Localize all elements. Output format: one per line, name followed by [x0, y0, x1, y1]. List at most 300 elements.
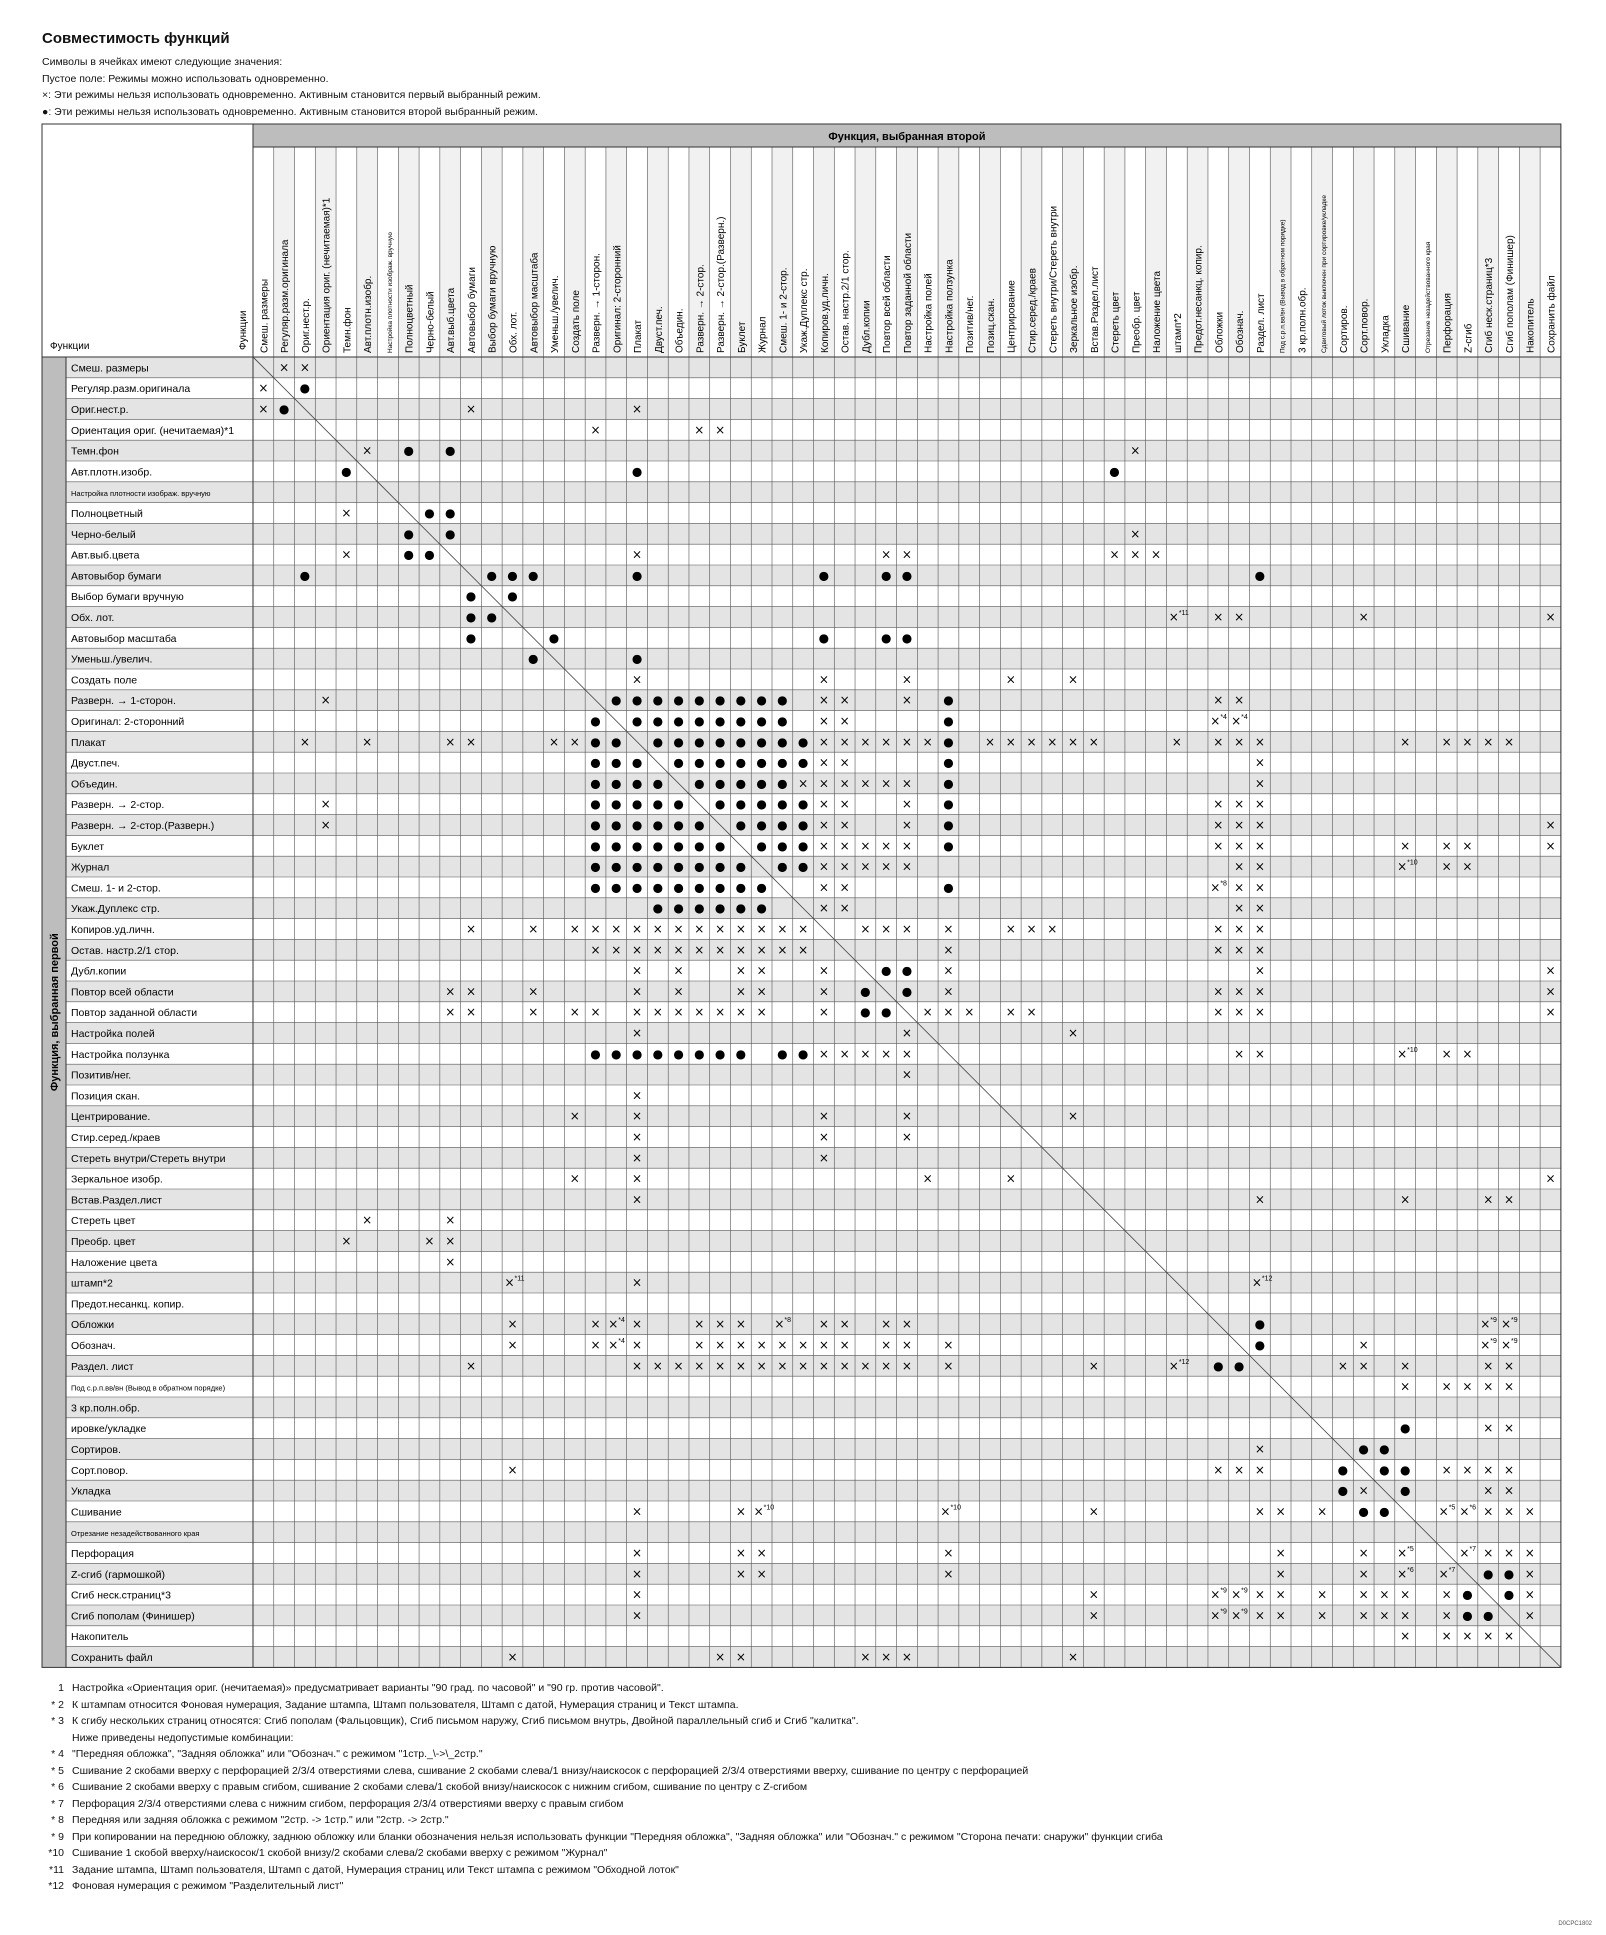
cross-mark: ×: [818, 797, 829, 812]
cross-mark: ×: [756, 1358, 767, 1373]
footnote-mark: * 9: [51, 1830, 64, 1843]
cross-mark: ×: [1005, 922, 1016, 936]
footnote-ref: *9: [1510, 1338, 1518, 1345]
cross-mark: ×: [1234, 610, 1245, 624]
cross-mark: ×: [1234, 693, 1245, 708]
cross-mark: ×: [901, 547, 912, 562]
row-header: Позитив/нег.: [71, 1069, 132, 1082]
cross-mark: ×: [1254, 734, 1265, 749]
dot-mark: ●: [1337, 1462, 1349, 1477]
cross-mark: ×: [901, 818, 912, 832]
cross-mark: ×: [860, 776, 871, 791]
cross-mark: ×: [839, 901, 850, 916]
row-header: Регуляр.разм.оригинала: [71, 383, 191, 396]
cross-mark: ×: [608, 1338, 619, 1352]
dot-mark: ●: [673, 693, 684, 708]
cross-mark: ×: [901, 1046, 912, 1061]
dot-mark: ●: [590, 797, 601, 812]
cross-mark: ×: [715, 922, 726, 936]
cross-mark: ×: [1358, 610, 1369, 624]
page-title: Совместимость функций: [42, 30, 230, 47]
column-header: Зеркальное изобр.: [1069, 265, 1081, 353]
dot-mark: ●: [777, 859, 788, 874]
cross-mark: ×: [881, 1650, 892, 1664]
dot-mark: ●: [943, 797, 954, 812]
dot-mark: ●: [590, 880, 601, 895]
cross-mark: ×: [1254, 1192, 1265, 1207]
dot-mark: ●: [1379, 1504, 1390, 1519]
cross-mark: ×: [1400, 1358, 1411, 1373]
cross-mark: ×: [341, 506, 352, 520]
cross-mark: ×: [1151, 547, 1162, 562]
cross-mark: ×: [1503, 1629, 1515, 1644]
dot-mark: ●: [756, 901, 767, 916]
dot-mark: ●: [1462, 1587, 1473, 1602]
cross-mark: ×: [320, 797, 331, 812]
column-header: Центрирование: [1006, 280, 1018, 353]
column-header: Дубл.копии: [861, 300, 873, 353]
row-header: Повтор заданной области: [71, 1007, 198, 1020]
dot-mark: ●: [714, 880, 726, 895]
cross-mark: ×: [1275, 1504, 1286, 1519]
cross-mark: ×: [756, 1546, 767, 1560]
cross-mark: ×: [1397, 1046, 1408, 1061]
cross-mark: ×: [507, 1338, 518, 1352]
column-header: Ориг.нест.р.: [300, 298, 312, 353]
dot-mark: ●: [756, 838, 767, 853]
dot-mark: ●: [777, 776, 788, 791]
cross-mark: ×: [1254, 1587, 1265, 1602]
row-header: Объедин.: [71, 778, 118, 791]
column-header: Сшивание: [1401, 304, 1413, 353]
column-header: Оригинал: 2-сторонний: [612, 245, 624, 353]
cross-mark: ×: [860, 838, 871, 853]
cross-mark: ×: [777, 942, 788, 957]
cross-mark: ×: [632, 1546, 643, 1560]
cross-mark: ×: [1213, 984, 1224, 999]
cross-mark: ×: [901, 1109, 912, 1124]
footnote-ref: *4: [1241, 714, 1248, 721]
cross-mark: ×: [1088, 1358, 1099, 1373]
cross-mark: ×: [839, 1046, 850, 1061]
dot-mark: ●: [1503, 1587, 1515, 1602]
cross-mark: ×: [1500, 1317, 1512, 1332]
cross-mark: ×: [632, 1192, 643, 1207]
cross-mark: ×: [818, 818, 829, 832]
cross-mark: ×: [1441, 1462, 1452, 1477]
row-header: Создать поле: [71, 674, 138, 687]
footnote-ref: *4: [618, 1338, 625, 1345]
cross-mark: ×: [860, 1358, 871, 1373]
column-header: Сорт.повор.: [1359, 298, 1371, 353]
cross-mark: ×: [1462, 859, 1473, 874]
column-header: Сдвиговый лоток выключен при сортировке/укладке: [1321, 195, 1329, 353]
cross-mark: ×: [1483, 1504, 1494, 1519]
cross-mark: ×: [1005, 734, 1016, 749]
cross-mark: ×: [1234, 922, 1245, 936]
dot-mark: ●: [714, 714, 726, 728]
cross-mark: ×: [1400, 838, 1411, 853]
cross-mark: ×: [1275, 1608, 1286, 1623]
dot-mark: ●: [465, 630, 477, 645]
column-header: Стереть внутри/Стереть внутри: [1048, 205, 1060, 353]
dot-mark: ●: [548, 630, 560, 645]
row-header: штамп*2: [71, 1277, 113, 1290]
cross-mark: ×: [1337, 1358, 1348, 1373]
cross-mark: ×: [901, 1317, 912, 1332]
cross-mark: ×: [1088, 1587, 1099, 1602]
cross-mark: ×: [1254, 755, 1265, 770]
cross-mark: ×: [1438, 1504, 1449, 1519]
cross-mark: ×: [632, 942, 643, 957]
document-id: D0CPC1802: [1558, 1921, 1592, 1927]
cross-mark: ×: [1254, 797, 1265, 812]
dot-mark: ●: [777, 755, 788, 770]
cross-mark: ×: [1462, 1629, 1473, 1644]
legend-intro: Символы в ячейках имеют следующие значения:: [42, 56, 283, 68]
cross-mark: ×: [881, 776, 892, 791]
dot-mark: ●: [943, 818, 954, 832]
cross-mark: ×: [1234, 818, 1245, 832]
dot-mark: ●: [673, 880, 684, 895]
cross-mark: ×: [632, 1130, 643, 1144]
cross-mark: ×: [1400, 1192, 1411, 1207]
cross-mark: ×: [1524, 1504, 1535, 1519]
cross-mark: ×: [362, 734, 373, 749]
dot-mark: ●: [673, 818, 684, 832]
dot-mark: ●: [714, 1046, 726, 1061]
column-header: Ориентация ориг. (нечитаемая)*1: [321, 197, 333, 353]
footnote-text: Настройка «Ориентация ориг. (нечитаемая)» предусматривает варианты "90 град. по часовой" и "90 гр. против часовой".: [72, 1682, 664, 1694]
cross-mark: ×: [1503, 1421, 1515, 1436]
column-header: Укладка: [1380, 315, 1392, 353]
column-header: Позиц.скан.: [985, 298, 997, 353]
cross-mark: ×: [1047, 734, 1058, 749]
cross-mark: ×: [611, 942, 622, 957]
row-header: Ориентация ориг. (нечитаемая)*1: [71, 424, 235, 437]
dot-mark: ●: [1482, 1566, 1494, 1581]
dot-mark: ●: [590, 838, 601, 853]
cross-mark: ×: [1254, 838, 1265, 853]
dot-mark: ●: [403, 526, 414, 541]
footnote-text: Перфорация 2/3/4 отверстиями слева с нижним сгибом, перфорация 2/3/4 отверстиями вверху с правым сгибом: [72, 1797, 624, 1810]
cross-mark: ×: [1397, 859, 1408, 874]
dot-mark: ●: [1462, 1608, 1473, 1623]
cross-mark: ×: [1483, 1462, 1494, 1477]
dot-mark: ●: [1233, 1358, 1245, 1373]
dot-mark: ●: [694, 755, 705, 770]
cross-mark: ×: [1234, 880, 1245, 895]
dot-mark: ●: [486, 568, 497, 583]
footnote: [40, 1713, 1163, 1730]
cross-mark: ×: [1234, 942, 1245, 957]
cross-mark: ×: [1254, 942, 1265, 957]
cross-mark: ×: [1400, 1587, 1411, 1602]
dot-mark: ●: [1109, 464, 1120, 479]
cross-mark: ×: [818, 672, 829, 687]
cross-mark: ×: [1503, 1546, 1515, 1560]
cross-mark: ×: [839, 776, 850, 791]
cross-mark: ×: [1441, 838, 1452, 853]
cross-mark: ×: [1400, 1379, 1411, 1394]
cross-mark: ×: [632, 1317, 643, 1332]
cross-mark: ×: [528, 1005, 539, 1020]
cross-mark: ×: [1500, 1338, 1512, 1352]
column-header: Обх. лот.: [508, 311, 520, 353]
dot-mark: ●: [901, 630, 913, 645]
cross-mark: ×: [818, 963, 829, 978]
row-header: Перфорация: [71, 1548, 134, 1560]
footnote: [40, 1845, 1163, 1862]
cross-mark: ×: [839, 755, 850, 770]
cross-mark: ×: [756, 922, 767, 936]
dot-mark: ●: [777, 838, 788, 853]
cross-mark: ×: [860, 859, 871, 874]
cross-mark: ×: [881, 547, 892, 562]
row-header: Настройка ползунка: [71, 1048, 170, 1061]
dot-mark: ●: [797, 818, 809, 832]
row-header: Сорт.повор.: [71, 1464, 129, 1477]
cross-mark: ×: [735, 922, 746, 936]
column-header: Под с.р.п.вв/вн (Вывод в обратном порядке): [1279, 219, 1287, 353]
cross-mark: ×: [569, 734, 580, 749]
dot-mark: ●: [1213, 1358, 1224, 1373]
legend-empty: Пустое поле: Режимы можно использовать одновременно.: [42, 72, 329, 85]
cross-mark: ×: [608, 1317, 619, 1332]
footnote: [40, 1746, 1163, 1763]
dot-mark: ●: [714, 859, 726, 874]
cross-mark: ×: [445, 1005, 456, 1020]
footnote-ref: *4: [1220, 714, 1227, 721]
row-header: Сортиров.: [71, 1444, 121, 1456]
cross-mark: ×: [362, 443, 373, 458]
dot-mark: ●: [611, 755, 622, 770]
row-header: Автовыбор бумаги: [71, 570, 162, 583]
row-header: Разверн. → 2-стор.: [71, 799, 165, 812]
dot-mark: ●: [444, 526, 456, 541]
dot-mark: ●: [1399, 1462, 1411, 1477]
cross-mark: ×: [839, 818, 850, 832]
dot-mark: ●: [714, 755, 726, 770]
row-header: Преобр. цвет: [71, 1236, 136, 1248]
row-header: Сгиб неск.страниц*3: [71, 1589, 171, 1602]
footnote-text: Сшивание 2 скобами вверху с правым сгибом, сшивание 2 скобами слева/1 скобой внизу/наискосок с нижним сгибом, сшивание по центру с Z-сгибом: [72, 1781, 808, 1793]
column-header: Наложение цвета: [1152, 270, 1164, 353]
dot-mark: ●: [714, 693, 726, 708]
dot-mark: ●: [444, 506, 456, 520]
cross-mark: ×: [1545, 1005, 1556, 1020]
cross-mark: ×: [1231, 714, 1242, 728]
cross-mark: ×: [1524, 1608, 1535, 1623]
cross-mark: ×: [839, 797, 850, 812]
cross-mark: ×: [694, 1317, 705, 1332]
dot-mark: ●: [901, 963, 913, 978]
dot-mark: ●: [1482, 1608, 1494, 1623]
cross-mark: ×: [1234, 1462, 1245, 1477]
cross-mark: ×: [1254, 1046, 1265, 1061]
footnote-text: К штампам относится Фоновая нумерация, Задание штампа, Штамп пользователя, Штамп с датой, Нумерация страниц и Текст штампа.: [72, 1698, 739, 1711]
cross-mark: ×: [839, 838, 850, 853]
column-header: Автовыбор масштаба: [529, 252, 541, 353]
row-header: Авт.выб.цвета: [71, 549, 140, 562]
row-header: Копиров.уд.личн.: [71, 924, 155, 936]
dot-mark: ●: [880, 1005, 892, 1020]
cross-mark: ×: [818, 1150, 829, 1165]
cross-mark: ×: [860, 922, 871, 936]
cross-mark: ×: [1358, 1483, 1369, 1498]
dot-mark: ●: [694, 776, 705, 791]
cross-mark: ×: [1130, 547, 1141, 562]
footnote: [40, 1680, 1163, 1697]
cross-mark: ×: [1210, 1608, 1221, 1623]
cross-mark: ×: [1503, 1358, 1515, 1373]
cross-mark: ×: [1234, 734, 1245, 749]
dot-mark: ●: [652, 693, 664, 708]
cross-mark: ×: [445, 734, 456, 749]
cross-mark: ×: [1275, 1566, 1286, 1581]
dot-mark: ●: [756, 797, 767, 812]
cross-mark: ×: [632, 1608, 643, 1623]
cross-mark: ×: [1067, 672, 1079, 687]
dot-mark: ●: [652, 901, 664, 916]
dot-mark: ●: [652, 797, 664, 812]
cross-mark: ×: [798, 1358, 809, 1373]
column-header: Выбор бумаги вручную: [487, 245, 499, 353]
cross-mark: ×: [881, 859, 892, 874]
cross-mark: ×: [1254, 1442, 1265, 1456]
column-header: Отрезание незадействованного края: [1424, 241, 1432, 353]
cross-mark: ×: [1254, 1608, 1265, 1623]
cross-mark: ×: [774, 1317, 785, 1332]
table-border: [42, 124, 1561, 1667]
footnote-mark: * 2: [51, 1698, 64, 1711]
row-header: Настройка полей: [71, 1028, 155, 1040]
cross-mark: ×: [1483, 734, 1494, 749]
cross-mark: ×: [1441, 1587, 1452, 1602]
cross-mark: ×: [1483, 1546, 1494, 1560]
cross-mark: ×: [1168, 610, 1179, 624]
cross-mark: ×: [1254, 984, 1265, 999]
footnote: [40, 1829, 1163, 1846]
footnotes: [40, 1680, 1163, 1895]
row-header: 3 кр.полн.обр.: [71, 1402, 140, 1415]
cross-mark: ×: [756, 942, 767, 957]
row-header: Позиция скан.: [71, 1090, 141, 1103]
column-header: Настройка плотности изображ. вручную: [386, 232, 394, 353]
cross-mark: ×: [818, 880, 829, 895]
dot-mark: ●: [943, 838, 954, 853]
cross-mark: ×: [632, 984, 643, 999]
footnote-text: Сшивание 1 скобой вверху/наискосок/1 скобой внизу/2 скобами слева/2 скобами вверху с режимом "Журнал": [72, 1847, 608, 1859]
cross-mark: ×: [1480, 1338, 1491, 1352]
cross-mark: ×: [1254, 1504, 1265, 1519]
column-header: Уменьш./увелич.: [550, 275, 562, 353]
cross-mark: ×: [1441, 1379, 1452, 1394]
dot-mark: ●: [590, 1046, 601, 1061]
dot-mark: ●: [735, 1046, 747, 1061]
column-header: Журнал: [757, 316, 769, 353]
cross-mark: ×: [632, 402, 643, 416]
cross-mark: ×: [1358, 1358, 1369, 1373]
cross-mark: ×: [694, 1005, 705, 1020]
row-header: Центрирование.: [71, 1111, 151, 1124]
dot-mark: ●: [943, 693, 954, 708]
dot-mark: ●: [756, 776, 767, 791]
dot-mark: ●: [735, 776, 747, 791]
column-header: Регуляр.разм.оригинала: [280, 239, 292, 353]
legend-dot: ●: Эти режимы нельзя использовать одновременно. Активным становится второй выбранный режим.: [42, 105, 539, 118]
row-header: Сгиб пополам (Финишер): [71, 1610, 195, 1623]
dot-mark: ●: [860, 984, 871, 999]
cross-mark: ×: [818, 1130, 829, 1144]
cross-mark: ×: [798, 776, 809, 791]
dot-mark: ●: [777, 714, 788, 728]
column-header: Сгиб пополам (Финишер): [1504, 235, 1516, 353]
cross-mark: ×: [1275, 1587, 1286, 1602]
row-header: Z-сгиб (гармошкой): [71, 1568, 165, 1581]
row-header: Журнал: [71, 861, 110, 874]
column-header: Создать поле: [570, 290, 582, 353]
cross-mark: ×: [818, 1046, 829, 1061]
dot-mark: ●: [756, 880, 767, 895]
cross-mark: ×: [922, 734, 933, 749]
footnote-text: При копировании на переднюю обложку, заднюю обложку или бланки обозначения нельзя использовать функции "Передняя обложка", "Задняя обложка" или "Обознач." с режимом "Сторона печати: снаружи" функции сгиба: [72, 1830, 1163, 1843]
cross-mark: ×: [943, 963, 954, 978]
row-header: Двуст.печ.: [71, 757, 120, 770]
cross-mark: ×: [818, 755, 829, 770]
dot-mark: ●: [590, 755, 601, 770]
cross-mark: ×: [901, 922, 912, 936]
row-header: Накопитель: [71, 1631, 129, 1644]
cross-mark: ×: [901, 859, 912, 874]
cross-mark: ×: [1275, 1546, 1286, 1560]
cross-mark: ×: [1358, 1338, 1369, 1352]
footnote-ref: *9: [1490, 1338, 1497, 1345]
column-header: Z-сгиб: [1463, 323, 1475, 353]
cross-mark: ×: [673, 922, 684, 936]
cross-mark: ×: [1254, 963, 1265, 978]
footnote-ref: *12: [1178, 1358, 1190, 1366]
cross-mark: ×: [818, 734, 829, 749]
dot-mark: ●: [797, 1046, 809, 1061]
cross-mark: ×: [901, 672, 912, 687]
dot-mark: ●: [590, 776, 601, 791]
cross-mark: ×: [756, 984, 767, 999]
legend-cross: ×: Эти режимы нельзя использовать одновременно. Активным становится первый выбранный режим.: [42, 89, 541, 101]
column-header: Копиров.уд.личн.: [819, 273, 831, 353]
footnote-ref: *10: [950, 1504, 961, 1512]
dot-mark: ●: [611, 693, 622, 708]
cross-mark: ×: [1317, 1504, 1328, 1519]
cross-mark: ×: [528, 984, 539, 999]
footnote-mark: *12: [48, 1880, 64, 1892]
dot-mark: ●: [673, 859, 684, 874]
cross-mark: ×: [548, 734, 560, 749]
cross-mark: ×: [756, 1338, 767, 1352]
cross-mark: ×: [860, 1650, 871, 1664]
column-header: Сохранить файл: [1546, 275, 1558, 353]
cross-mark: ×: [1005, 1171, 1016, 1186]
column-header: Настройка ползунка: [944, 259, 956, 353]
cross-mark: ×: [1213, 838, 1224, 853]
cross-mark: ×: [465, 402, 477, 416]
cross-mark: ×: [922, 1171, 933, 1186]
column-header: Авт.плотн.изобр.: [363, 275, 375, 353]
cross-mark: ×: [735, 1566, 746, 1581]
cross-mark: ×: [860, 734, 871, 749]
row-header: Стереть цвет: [71, 1215, 136, 1228]
column-header: 3 кр.полн.обр.: [1297, 287, 1309, 353]
